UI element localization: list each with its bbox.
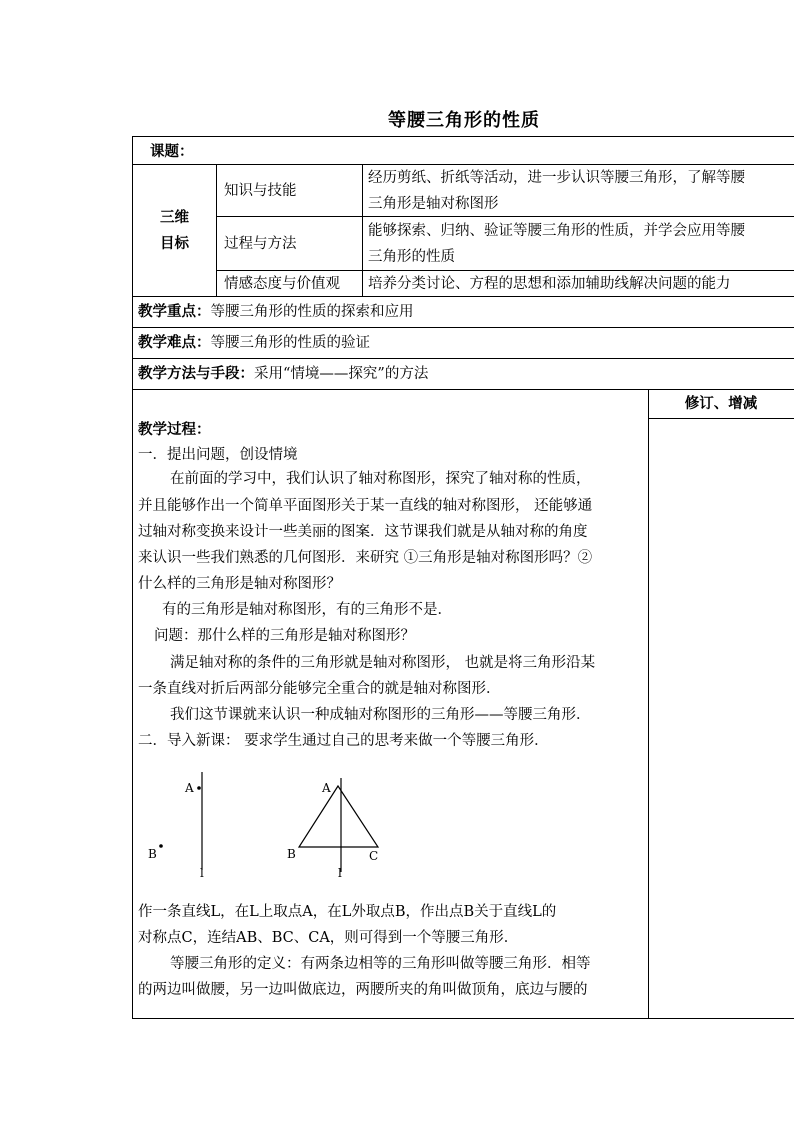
table-rule (132, 296, 794, 297)
process-line: 等腰三角形的定义：有两条边相等的三角形叫做等腰三角形．相等 (170, 956, 591, 972)
table-border-bottom (132, 1018, 794, 1019)
geometry-figure (132, 760, 432, 890)
method-row (138, 362, 428, 386)
label-line-l: l (338, 866, 342, 880)
label-point-a: A (185, 781, 194, 795)
goal-text-attitude: 培养分类讨论、方程的思想和添加辅助线解决问题的能力 (368, 276, 731, 292)
table-rule (216, 270, 794, 271)
process-line: 满足轴对称的条件的三角形就是轴对称图形， 也就是将三角形沿某 (170, 655, 596, 671)
isosceles-triangle (299, 786, 378, 847)
goal-label-attitude: 情感态度与价值观 (224, 276, 340, 292)
process-line: 我们这节课就来认识一种成轴对称图形的三角形——等腰三角形． (170, 707, 591, 723)
table-rule (216, 216, 794, 217)
goals-header-line2: 目标 (160, 235, 189, 252)
process-line: 并且能够作出一个简单平面图形关于某一直线的轴对称图形， 还能够通 (138, 498, 593, 514)
label-point-c: C (369, 849, 379, 863)
method-label: 教学方法与手段： (138, 365, 254, 382)
key-point-row (138, 300, 414, 324)
point-b-dot (159, 844, 163, 848)
table-rule (132, 164, 794, 165)
process-line: 有的三角形是轴对称图形，有的三角形不是． (162, 602, 452, 618)
process-line: 什么样的三角形是轴对称图形？ (138, 576, 341, 592)
goal-text-process-cont: 三角形的性质 (368, 249, 455, 265)
process-line: 在前面的学习中，我们认识了轴对称图形，探究了轴对称的性质， (170, 471, 591, 487)
process-heading: 教学过程： (138, 421, 211, 438)
goal-text-knowledge-cont: 三角形是轴对称图形 (368, 196, 499, 212)
process-line: 对称点C，连结AB、BC、CA，则可得到一个等腰三角形． (138, 930, 519, 946)
label-point-b: B (148, 847, 157, 861)
topic-label: 课题： (150, 143, 194, 160)
document-title: 等腰三角形的性质 (388, 110, 540, 131)
difficulty-label: 教学难点： (138, 334, 211, 351)
process-line: 作一条直线L，在L上取点A，在L外取点B，作出点B关于直线L的 (138, 904, 557, 920)
difficulty-text: 等腰三角形的性质的验证 (210, 335, 370, 351)
point-a-dot (197, 786, 201, 790)
process-line: 来认识一些我们熟悉的几何图形．来研究 ①三角形是轴对称图形吗？② (138, 550, 593, 566)
key-point-text: 等腰三角形的性质的探索和应用 (210, 304, 414, 320)
process-line: 的两边叫做腰，另一边叫做底边，两腰所夹的角叫做顶角，底边与腰的 (138, 982, 588, 998)
process-line: 二．导入新课： 要求学生通过自己的思考来做一个等腰三角形． (138, 733, 549, 749)
goal-label-process: 过程与方法 (224, 236, 297, 252)
key-point-label: 教学重点： (138, 303, 211, 320)
difficulty-row (138, 331, 370, 355)
table-rule (132, 327, 794, 328)
goal-label-knowledge: 知识与技能 (224, 183, 297, 199)
process-line: 一．提出问题，创设情境 (138, 447, 298, 463)
goal-text-knowledge: 经历剪纸、折纸等活动，进一步认识等腰三角形，了解等腰 (368, 170, 745, 186)
table-rule (648, 418, 794, 419)
table-rule (362, 164, 363, 296)
label-point-b: B (287, 847, 296, 861)
table-rule (216, 164, 217, 296)
goal-text-process: 能够探索、归纳、验证等腰三角形的性质，并学会应用等腰 (368, 223, 745, 239)
process-line: 问题：那什么样的三角形是轴对称图形？ (154, 628, 415, 644)
label-line-l: l (200, 866, 204, 880)
revision-header: 修订、增减 (684, 395, 758, 412)
table-rule (132, 389, 794, 390)
method-text: 采用“情境——探究”的方法 (254, 366, 429, 382)
process-line: 过轴对称变换来设计一些美丽的图案．这节课我们就是从轴对称的角度 (138, 524, 588, 540)
table-rule (648, 389, 649, 1019)
table-border-top (132, 136, 794, 137)
label-point-a: A (322, 781, 331, 795)
goals-header-line1: 三维 (160, 209, 189, 226)
process-line: 一条直线对折后两部分能够完全重合的就是轴对称图形． (138, 681, 501, 697)
table-rule (132, 358, 794, 359)
